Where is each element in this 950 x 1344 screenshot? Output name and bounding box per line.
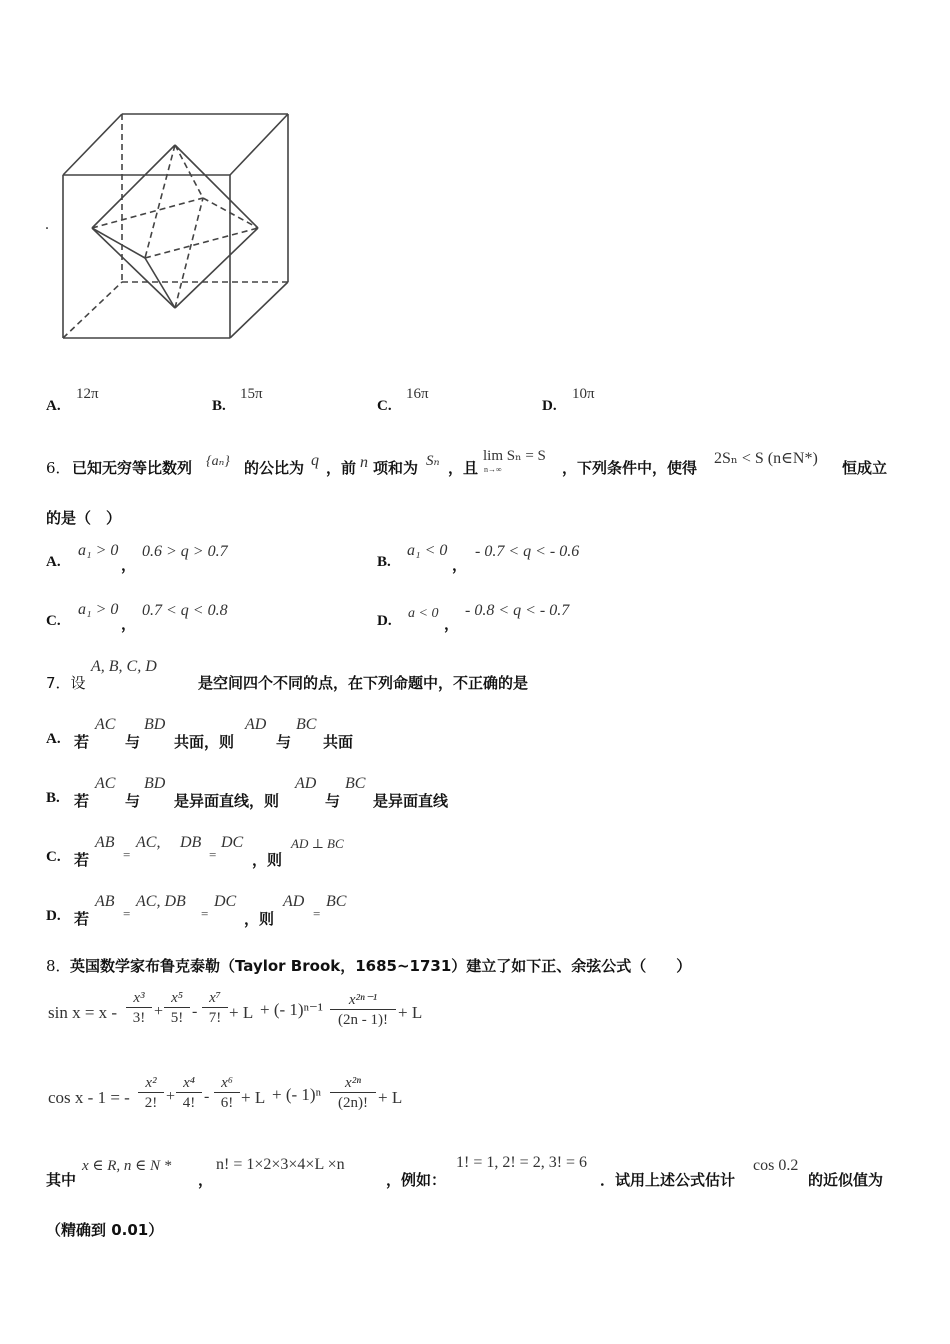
q7-option-b-text1: 是异面直线，则 <box>174 792 280 810</box>
q6-option-a-cond1: a₁ > 0 <box>78 542 119 559</box>
q6-limit: lim Sₙ = S <box>483 448 546 464</box>
q7-option-d-text1: ，则 <box>244 910 275 928</box>
q7-option-a-ac: AC <box>95 716 116 733</box>
q6-option-c-label: C. <box>46 613 61 629</box>
sin-op-5: + L <box>398 1003 423 1022</box>
sin-op-4: + (- 1)ⁿ⁻¹ <box>260 1000 323 1019</box>
octa-hidden-edge <box>145 228 258 258</box>
q7-option-b-ac: AC <box>95 775 116 792</box>
q7-option-a-ruo: 若 <box>74 733 90 751</box>
q7-option-b-label: B. <box>46 790 60 806</box>
q7-option-a-text1: 共面，则 <box>174 733 235 751</box>
q6-text-2: 的公比为 <box>244 459 305 477</box>
octa-edge <box>175 145 258 228</box>
sin-lhs: sin x = x - <box>48 1003 118 1022</box>
q6-option-d-label: D. <box>377 613 392 629</box>
figure-dot: . <box>45 216 49 233</box>
q6-option-b-label: B. <box>377 554 391 570</box>
q7-option-a-text2: 共面 <box>323 733 354 751</box>
octa-hidden-edge <box>175 198 203 308</box>
cos-op-3: + L <box>241 1088 266 1107</box>
q6-option-b-cond2: - 0.7 < q < - 0.6 <box>475 543 580 560</box>
q7-option-b-ruo: 若 <box>74 792 90 810</box>
sin-op-1: + <box>154 1003 164 1020</box>
cos-term-general: $\frac{\text{x²ⁿ}}{(2n)!}$ <box>330 1075 376 1112</box>
q7-option-b-text2: 是异面直线 <box>373 792 449 810</box>
q6-option-c-cond2: 0.7 < q < 0.8 <box>142 602 228 619</box>
q8-precision-note: （精确到 0.01） <box>46 1221 164 1239</box>
cube-edge <box>230 114 288 175</box>
cube-octahedron-figure <box>40 100 310 350</box>
q7-option-c-dc: DC <box>221 834 244 851</box>
q7-option-a-yu2: 与 <box>276 733 292 751</box>
q6-option-d-cond2: - 0.8 < q < - 0.7 <box>465 602 570 619</box>
q7-option-b-yu1: 与 <box>125 792 141 810</box>
q6-text-4: 项和为 <box>373 459 419 477</box>
q7-option-a-ad: AD <box>245 716 267 733</box>
sin-term-1: $\frac{\text{x³}}{3!}$ <box>126 990 152 1027</box>
q8-examples: 1! = 1, 2! = 2, 3! = 6 <box>456 1154 588 1171</box>
q7-option-c-label: C. <box>46 849 61 865</box>
octa-edge <box>175 228 258 308</box>
q5-option-d-value: 10π <box>572 386 595 402</box>
q6-option-b-comma: ， <box>452 556 468 574</box>
sin-term-2: $\frac{\text{x⁵}}{5!}$ <box>164 990 190 1027</box>
q6-inequality: 2Sₙ < S (n∈N*) <box>714 450 818 467</box>
q6-option-d-cond1: a < 0 <box>408 606 439 621</box>
q6-option-a-cond2: 0.6 > q > 0.7 <box>142 543 228 560</box>
q8-comma: ， <box>198 1171 214 1189</box>
q7-option-d-dc: DC <box>214 893 237 910</box>
q8-text: 英国数学家布鲁克泰勒（Taylor Brook，1685~1731）建立了如下正、余弦公式（ ） <box>70 957 692 975</box>
cos-op-5: + L <box>378 1088 403 1107</box>
q7-option-d-eq1: = <box>123 906 131 921</box>
q6-text-7: 恒成立 <box>842 459 888 477</box>
q8-cos02: cos 0.2 <box>753 1157 799 1174</box>
cos-term-2: $\frac{\text{x⁴}}{4!}$ <box>176 1075 202 1112</box>
q6-option-a-label: A. <box>46 554 61 570</box>
cos-op-4: + (- 1)ⁿ <box>272 1085 321 1104</box>
sin-term-3: $\frac{\text{x⁷}}{7!}$ <box>202 990 228 1027</box>
q7-option-b-bd: BD <box>144 775 166 792</box>
q8-liru: ，例如： <box>386 1171 447 1189</box>
q6-sequence: {aₙ} <box>206 454 230 469</box>
octa-hidden-edge <box>175 145 203 198</box>
q7-option-c-ruo: 若 <box>74 851 90 869</box>
cos-op-1: + <box>166 1088 176 1105</box>
q5-option-d-label: D. <box>542 398 557 414</box>
octa-edge <box>92 228 175 308</box>
q7-number: 7．设 <box>46 674 86 692</box>
cube-hidden-edge <box>63 282 122 338</box>
q7-text: 是空间四个不同的点，在下列命题中，不正确的是 <box>198 674 529 692</box>
q6-text-line2: 的是（ ） <box>46 509 122 527</box>
q6-text-1: 已知无穷等比数列 <box>72 459 193 477</box>
q5-option-b-value: 15π <box>240 386 263 402</box>
q6-option-a-comma: ， <box>121 556 137 574</box>
q7-option-c-ab: AB <box>95 834 115 851</box>
q6-option-d-comma: ， <box>444 615 460 633</box>
q7-option-c-text1: ，则 <box>252 851 283 869</box>
q7-option-d-ruo: 若 <box>74 910 90 928</box>
q7-option-d-bc: BC <box>326 893 347 910</box>
q6-q: q <box>311 452 319 469</box>
q5-option-a-label: A. <box>46 398 61 414</box>
cos-term-3: $\frac{\text{x⁶}}{6!}$ <box>214 1075 240 1112</box>
q8-qizhong: 其中 <box>46 1171 77 1189</box>
q6-option-b-cond1: a₁ < 0 <box>407 542 448 559</box>
q7-option-a-bc: BC <box>296 716 317 733</box>
q8-domain: x ∈ R, n ∈ N * <box>82 1158 172 1174</box>
q6-option-c-cond1: a₁ > 0 <box>78 601 119 618</box>
q7-option-d-eq3: = <box>313 906 321 921</box>
sin-op-2: - <box>192 1003 198 1020</box>
q7-option-b-bc: BC <box>345 775 366 792</box>
cos-lhs: cos x - 1 = - <box>48 1088 130 1107</box>
q8-text-2: ．试用上述公式估计 <box>600 1171 736 1189</box>
q7-option-d-label: D. <box>46 908 61 924</box>
q7-option-c-eq2: = <box>209 847 217 862</box>
q5-option-c-value: 16π <box>406 386 429 402</box>
q7-option-c-db: DB <box>180 834 202 851</box>
q7-option-d-ab: AB <box>95 893 115 910</box>
sin-term-general: $\frac{\text{x²ⁿ⁻¹}}{(2n - 1)!}$ <box>330 990 396 1029</box>
q7-option-c-ac: AC, <box>136 834 161 851</box>
q7-option-c-conclusion: AD ⊥ BC <box>291 836 344 851</box>
q7-option-c-eq1: = <box>123 847 131 862</box>
q7-option-a-yu1: 与 <box>125 733 141 751</box>
cube-edge <box>63 114 122 175</box>
q5-option-a-value: 12π <box>76 386 99 402</box>
q6-text-3: ，前 <box>326 459 357 477</box>
q6-text-5: ，且 <box>448 459 479 477</box>
cos-op-2: - <box>204 1088 210 1105</box>
q8-number: 8． <box>46 957 71 975</box>
q7-option-b-yu2: 与 <box>325 792 341 810</box>
cube-edge <box>230 282 288 338</box>
q7-option-a-label: A. <box>46 731 61 747</box>
q5-option-c-label: C. <box>377 398 392 414</box>
q6-limit-sub: n→∞ <box>484 465 502 474</box>
q6-sn: Sₙ <box>426 453 440 469</box>
cos-term-1: $\frac{\text{x²}}{2!}$ <box>138 1075 164 1112</box>
q8-text-3: 的近似值为 <box>808 1171 884 1189</box>
q6-n: n <box>360 454 368 471</box>
q5-option-b-label: B. <box>212 398 226 414</box>
q7-option-d-ac-db: AC, DB <box>136 893 186 910</box>
octa-hidden-edge <box>145 145 175 258</box>
q8-factorial: n! = 1×2×3×4×L ×n <box>216 1156 345 1173</box>
q7-option-b-ad: AD <box>295 775 317 792</box>
sin-op-3: + L <box>229 1003 254 1022</box>
octa-hidden-edge <box>92 198 203 228</box>
q6-option-c-comma: ， <box>121 615 137 633</box>
q6-text-6: ，下列条件中，使得 <box>562 459 698 477</box>
octa-edge <box>92 145 175 228</box>
q6-number: 6． <box>46 459 71 477</box>
q7-points: A, B, C, D <box>91 658 157 675</box>
q7-option-d-ad: AD <box>283 893 305 910</box>
q7-option-d-eq2: = <box>201 906 209 921</box>
q7-option-a-bd: BD <box>144 716 166 733</box>
